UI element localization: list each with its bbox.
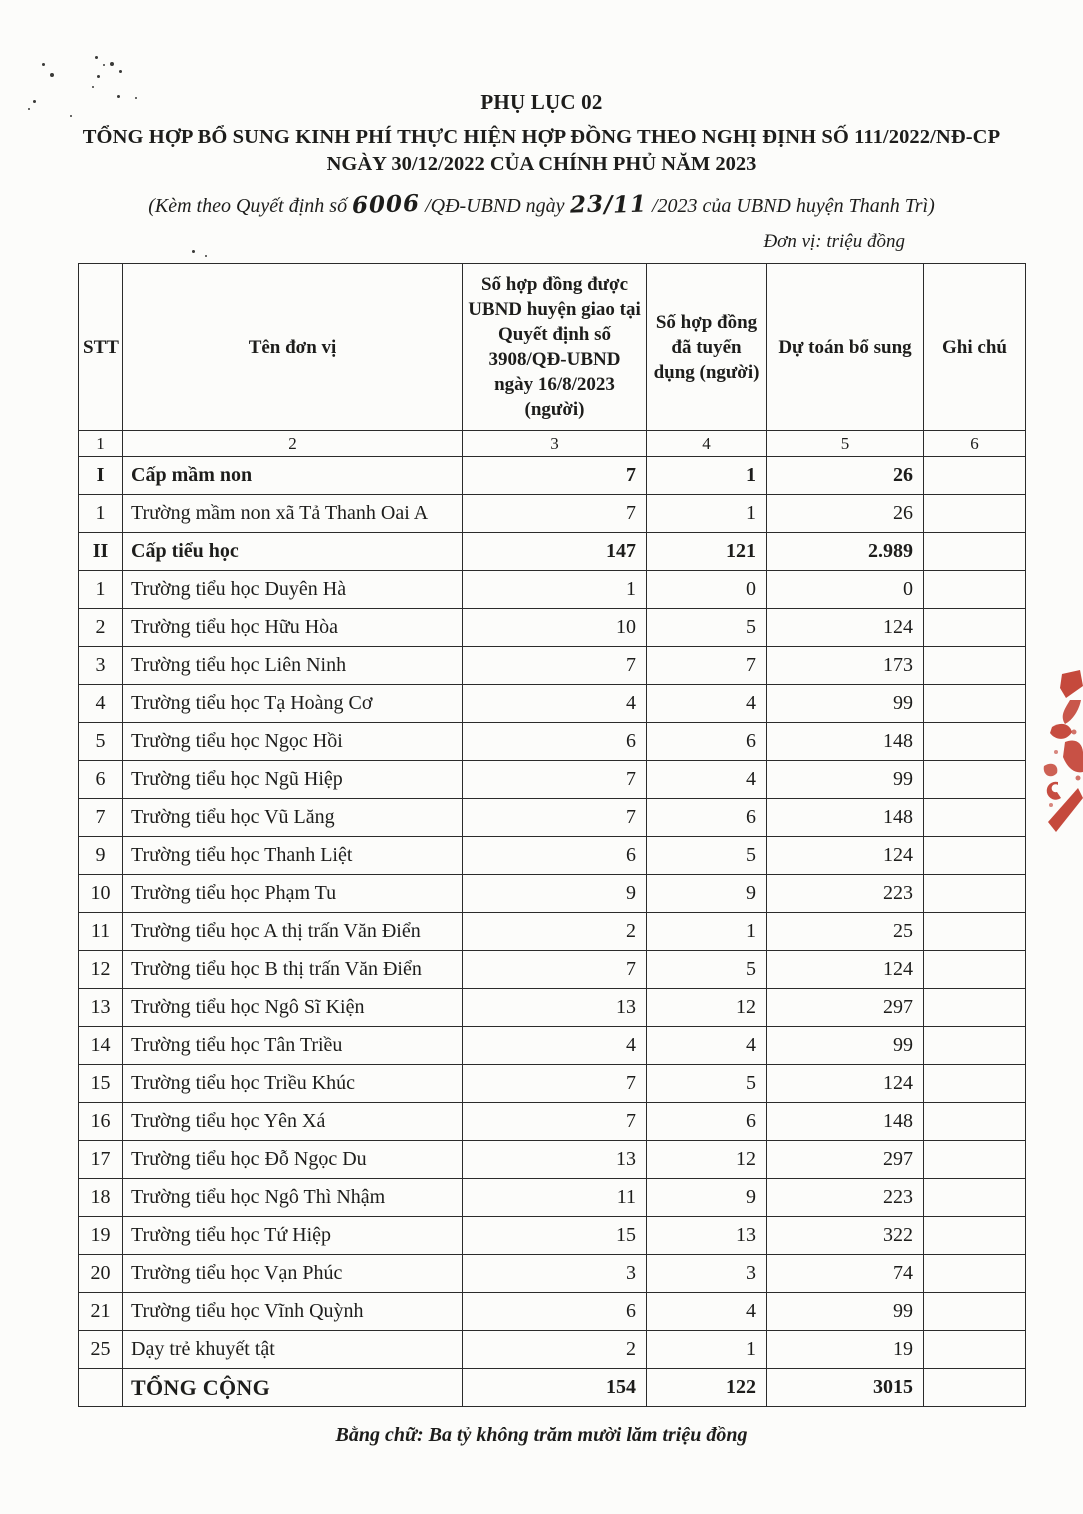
- cell-stt: 7: [79, 799, 123, 837]
- cell-assigned: 7: [463, 1103, 647, 1141]
- cell-recruited: 5: [647, 1065, 767, 1103]
- cell-assigned: 154: [463, 1369, 647, 1407]
- cell-budget: 19: [767, 1331, 924, 1369]
- cell-recruited: 1: [647, 913, 767, 951]
- table-header-row: [79, 264, 1026, 431]
- cell-budget: 148: [767, 799, 924, 837]
- cell-budget: 99: [767, 1293, 924, 1331]
- scan-speck: [70, 115, 72, 117]
- cell-recruited: 4: [647, 761, 767, 799]
- cell-budget: 26: [767, 457, 924, 495]
- scan-speck: [92, 86, 94, 88]
- cell-note: [924, 951, 1026, 989]
- scan-speck: [50, 73, 54, 77]
- cell-assigned: 9: [463, 875, 647, 913]
- cell-budget: 99: [767, 761, 924, 799]
- cell-stt: 19: [79, 1217, 123, 1255]
- table-row: [79, 685, 1026, 723]
- handwritten-decision-number: 6006: [351, 189, 421, 220]
- cell-recruited: 12: [647, 989, 767, 1027]
- table-row: [79, 1027, 1026, 1065]
- cell-note: [924, 1255, 1026, 1293]
- cell-recruited: 6: [647, 723, 767, 761]
- cell-recruited: 121: [647, 533, 767, 571]
- scan-speck: [110, 62, 114, 66]
- scan-speck: [103, 64, 105, 66]
- cell-budget: 2.989: [767, 533, 924, 571]
- cell-stt: 2: [79, 609, 123, 647]
- cell-note: [924, 875, 1026, 913]
- table-row: [79, 1065, 1026, 1103]
- cell-stt: 6: [79, 761, 123, 799]
- column-number: 6: [924, 431, 1026, 457]
- document-title-line1: TỔNG HỢP BỔ SUNG KINH PHÍ THỰC HIỆN HỢP ĐỒNG THEO NGHỊ ĐỊNH SỐ 111/2022/NĐ-CP: [82, 126, 1001, 148]
- cell-name: Trường tiểu học Ngô Sĩ Kiện: [123, 989, 463, 1027]
- cell-budget: 74: [767, 1255, 924, 1293]
- cell-name: Dạy trẻ khuyết tật: [123, 1331, 463, 1369]
- cell-stt: 5: [79, 723, 123, 761]
- cell-note: [924, 1331, 1026, 1369]
- cell-assigned: 6: [463, 723, 647, 761]
- cell-assigned: 4: [463, 1027, 647, 1065]
- cell-stt: 10: [79, 875, 123, 913]
- cell-assigned: 7: [463, 761, 647, 799]
- cell-name: Trường mầm non xã Tả Thanh Oai A: [123, 495, 463, 533]
- table-row: [79, 989, 1026, 1027]
- table-row: [79, 495, 1026, 533]
- cell-assigned: 6: [463, 837, 647, 875]
- cell-recruited: 5: [647, 609, 767, 647]
- cell-name: Trường tiểu học Ngọc Hồi: [123, 723, 463, 761]
- cell-assigned: 2: [463, 913, 647, 951]
- cell-note: [924, 837, 1026, 875]
- table-row: [79, 875, 1026, 913]
- handwritten-separator: /: [603, 190, 614, 219]
- cell-name: Trường tiểu học Vạn Phúc: [123, 1255, 463, 1293]
- cell-budget: 223: [767, 875, 924, 913]
- cell-assigned: 7: [463, 457, 647, 495]
- header-contracts-recruited: Số hợp đồng đã tuyển dụng (người): [647, 264, 767, 431]
- cell-note: [924, 609, 1026, 647]
- cell-assigned: 1: [463, 571, 647, 609]
- cell-stt: 9: [79, 837, 123, 875]
- cell-note: [924, 761, 1026, 799]
- cell-recruited: 9: [647, 875, 767, 913]
- table-row: [79, 799, 1026, 837]
- cell-assigned: 147: [463, 533, 647, 571]
- cell-name: Trường tiểu học Tạ Hoàng Cơ: [123, 685, 463, 723]
- cell-note: [924, 1103, 1026, 1141]
- cell-stt: 17: [79, 1141, 123, 1179]
- cell-recruited: 9: [647, 1179, 767, 1217]
- cell-budget: 297: [767, 1141, 924, 1179]
- cell-note: [924, 1179, 1026, 1217]
- cell-name: Trường tiểu học Tứ Hiệp: [123, 1217, 463, 1255]
- cell-stt: 13: [79, 989, 123, 1027]
- cell-note: [924, 685, 1026, 723]
- cell-assigned: 13: [463, 989, 647, 1027]
- cell-budget: 124: [767, 1065, 924, 1103]
- cell-assigned: 15: [463, 1217, 647, 1255]
- table-row: [79, 1217, 1026, 1255]
- cell-name: Trường tiểu học Yên Xá: [123, 1103, 463, 1141]
- cell-note: [924, 1369, 1026, 1407]
- table-row: [79, 1293, 1026, 1331]
- cell-stt: 18: [79, 1179, 123, 1217]
- cell-budget: 99: [767, 685, 924, 723]
- column-number: 5: [767, 431, 924, 457]
- cell-stt: 21: [79, 1293, 123, 1331]
- cell-stt: 1: [79, 495, 123, 533]
- cell-name: TỔNG CỘNG: [123, 1369, 463, 1407]
- cell-budget: 124: [767, 837, 924, 875]
- column-number: 2: [123, 431, 463, 457]
- cell-stt: 16: [79, 1103, 123, 1141]
- subtitle-text: /QĐ-UBND ngày: [420, 195, 570, 217]
- header-unit-name: Tên đơn vị: [123, 264, 463, 431]
- cell-stt: 3: [79, 647, 123, 685]
- cell-assigned: 7: [463, 495, 647, 533]
- cell-note: [924, 913, 1026, 951]
- cell-stt: 14: [79, 1027, 123, 1065]
- table-row: [79, 723, 1026, 761]
- scan-speck: [205, 255, 207, 257]
- cell-note: [924, 647, 1026, 685]
- cell-assigned: 2: [463, 1331, 647, 1369]
- column-number-row: [79, 431, 1026, 457]
- cell-assigned: 7: [463, 799, 647, 837]
- cell-note: [924, 799, 1026, 837]
- cell-assigned: 6: [463, 1293, 647, 1331]
- table-row: [79, 1331, 1026, 1369]
- cell-stt: 11: [79, 913, 123, 951]
- column-number: 3: [463, 431, 647, 457]
- cell-budget: 124: [767, 609, 924, 647]
- cell-recruited: 4: [647, 1027, 767, 1065]
- cell-note: [924, 1141, 1026, 1179]
- cell-assigned: 10: [463, 609, 647, 647]
- table-row: [79, 913, 1026, 951]
- cell-note: [924, 457, 1026, 495]
- header-budget-estimate: Dự toán bổ sung: [767, 264, 924, 431]
- header-stt: STT: [79, 264, 123, 431]
- handwritten-day: 23: [569, 190, 605, 219]
- cell-assigned: 7: [463, 647, 647, 685]
- cell-assigned: 7: [463, 1065, 647, 1103]
- cell-budget: 223: [767, 1179, 924, 1217]
- section-row: [79, 457, 1026, 495]
- cell-name: Trường tiểu học Hữu Hòa: [123, 609, 463, 647]
- scan-speck: [42, 63, 45, 66]
- table-row: [79, 1103, 1026, 1141]
- cell-stt: [79, 1369, 123, 1407]
- cell-budget: 322: [767, 1217, 924, 1255]
- cell-name: Trường tiểu học Ngũ Hiệp: [123, 761, 463, 799]
- table-row: [79, 647, 1026, 685]
- cell-budget: 25: [767, 913, 924, 951]
- table-row: [79, 1255, 1026, 1293]
- table-row: [79, 951, 1026, 989]
- cell-budget: 297: [767, 989, 924, 1027]
- decision-reference-line: [0, 191, 1083, 218]
- cell-assigned: 13: [463, 1141, 647, 1179]
- cell-recruited: 3: [647, 1255, 767, 1293]
- cell-recruited: 6: [647, 799, 767, 837]
- cell-stt: 4: [79, 685, 123, 723]
- cell-note: [924, 571, 1026, 609]
- cell-assigned: 3: [463, 1255, 647, 1293]
- cell-name: Trường tiểu học Liên Ninh: [123, 647, 463, 685]
- cell-budget: 173: [767, 647, 924, 685]
- cell-budget: 124: [767, 951, 924, 989]
- table-row: [79, 1141, 1026, 1179]
- cell-recruited: 1: [647, 457, 767, 495]
- cell-note: [924, 989, 1026, 1027]
- cell-budget: 148: [767, 1103, 924, 1141]
- cell-stt: 12: [79, 951, 123, 989]
- table-row: [79, 837, 1026, 875]
- section-row: [79, 533, 1026, 571]
- scan-speck: [119, 70, 122, 73]
- cell-note: [924, 1293, 1026, 1331]
- cell-recruited: 5: [647, 837, 767, 875]
- table-row: [79, 1179, 1026, 1217]
- cell-name: Trường tiểu học Đỗ Ngọc Du: [123, 1141, 463, 1179]
- column-number: 1: [79, 431, 123, 457]
- header-contracts-assigned: Số hợp đồng được UBND huyện giao tại Quyết định số 3908/QĐ-UBND ngày 16/8/2023 (người): [463, 264, 647, 431]
- cell-note: [924, 723, 1026, 761]
- cell-assigned: 7: [463, 951, 647, 989]
- cell-stt: 20: [79, 1255, 123, 1293]
- cell-budget: 3015: [767, 1369, 924, 1407]
- cell-name: Trường tiểu học Vĩnh Quỳnh: [123, 1293, 463, 1331]
- subtitle-text: (Kèm theo Quyết định số: [148, 195, 353, 217]
- cell-name: Trường tiểu học Ngô Thì Nhậm: [123, 1179, 463, 1217]
- header-notes: Ghi chú: [924, 264, 1026, 431]
- table-row: [79, 761, 1026, 799]
- red-stamp-fragment: [1036, 670, 1083, 862]
- cell-note: [924, 1065, 1026, 1103]
- cell-name: Trường tiểu học A thị trấn Văn Điển: [123, 913, 463, 951]
- cell-budget: 99: [767, 1027, 924, 1065]
- cell-stt: 15: [79, 1065, 123, 1103]
- table-body: [79, 457, 1026, 1407]
- column-number: 4: [647, 431, 767, 457]
- unit-note: Đơn vị: triệu đồng: [763, 231, 905, 252]
- table-row: [79, 571, 1026, 609]
- cell-name: Trường tiểu học Tân Triều: [123, 1027, 463, 1065]
- appendix-title: PHỤ LỤC 02: [480, 90, 603, 114]
- cell-name: Trường tiểu học B thị trấn Văn Điển: [123, 951, 463, 989]
- cell-stt: I: [79, 457, 123, 495]
- cell-note: [924, 495, 1026, 533]
- cell-stt: 25: [79, 1331, 123, 1369]
- cell-budget: 148: [767, 723, 924, 761]
- cell-budget: 26: [767, 495, 924, 533]
- cell-name: Trường tiểu học Thanh Liệt: [123, 837, 463, 875]
- cell-recruited: 5: [647, 951, 767, 989]
- cell-assigned: 11: [463, 1179, 647, 1217]
- table-row: [79, 609, 1026, 647]
- cell-stt: 1: [79, 571, 123, 609]
- scan-speck: [95, 56, 98, 59]
- cell-recruited: 7: [647, 647, 767, 685]
- subtitle-text: /2023 của UBND huyện Thanh Trì): [646, 195, 935, 217]
- cell-recruited: 12: [647, 1141, 767, 1179]
- cell-note: [924, 1027, 1026, 1065]
- cell-recruited: 122: [647, 1369, 767, 1407]
- total-row: [79, 1369, 1026, 1407]
- cell-recruited: 4: [647, 685, 767, 723]
- cell-name: Cấp mầm non: [123, 457, 463, 495]
- cell-recruited: 1: [647, 495, 767, 533]
- cell-recruited: 4: [647, 1293, 767, 1331]
- cell-recruited: 0: [647, 571, 767, 609]
- cell-recruited: 1: [647, 1331, 767, 1369]
- cell-name: Trường tiểu học Vũ Lăng: [123, 799, 463, 837]
- scan-speck: [192, 250, 195, 253]
- budget-supplement-table: [78, 263, 1026, 1407]
- cell-assigned: 4: [463, 685, 647, 723]
- cell-name: Trường tiểu học Triều Khúc: [123, 1065, 463, 1103]
- document-title-line2: NGÀY 30/12/2022 CỦA CHÍNH PHỦ NĂM 2023: [326, 153, 757, 175]
- cell-recruited: 13: [647, 1217, 767, 1255]
- amount-in-words: Bằng chữ: Ba tỷ không trăm mười lăm triệu đồng: [335, 1424, 748, 1446]
- cell-note: [924, 1217, 1026, 1255]
- cell-stt: II: [79, 533, 123, 571]
- cell-note: [924, 533, 1026, 571]
- cell-recruited: 6: [647, 1103, 767, 1141]
- cell-name: Cấp tiểu học: [123, 533, 463, 571]
- scan-speck: [97, 75, 100, 78]
- handwritten-month: 11: [612, 190, 648, 219]
- cell-name: Trường tiểu học Phạm Tu: [123, 875, 463, 913]
- cell-name: Trường tiểu học Duyên Hà: [123, 571, 463, 609]
- cell-budget: 0: [767, 571, 924, 609]
